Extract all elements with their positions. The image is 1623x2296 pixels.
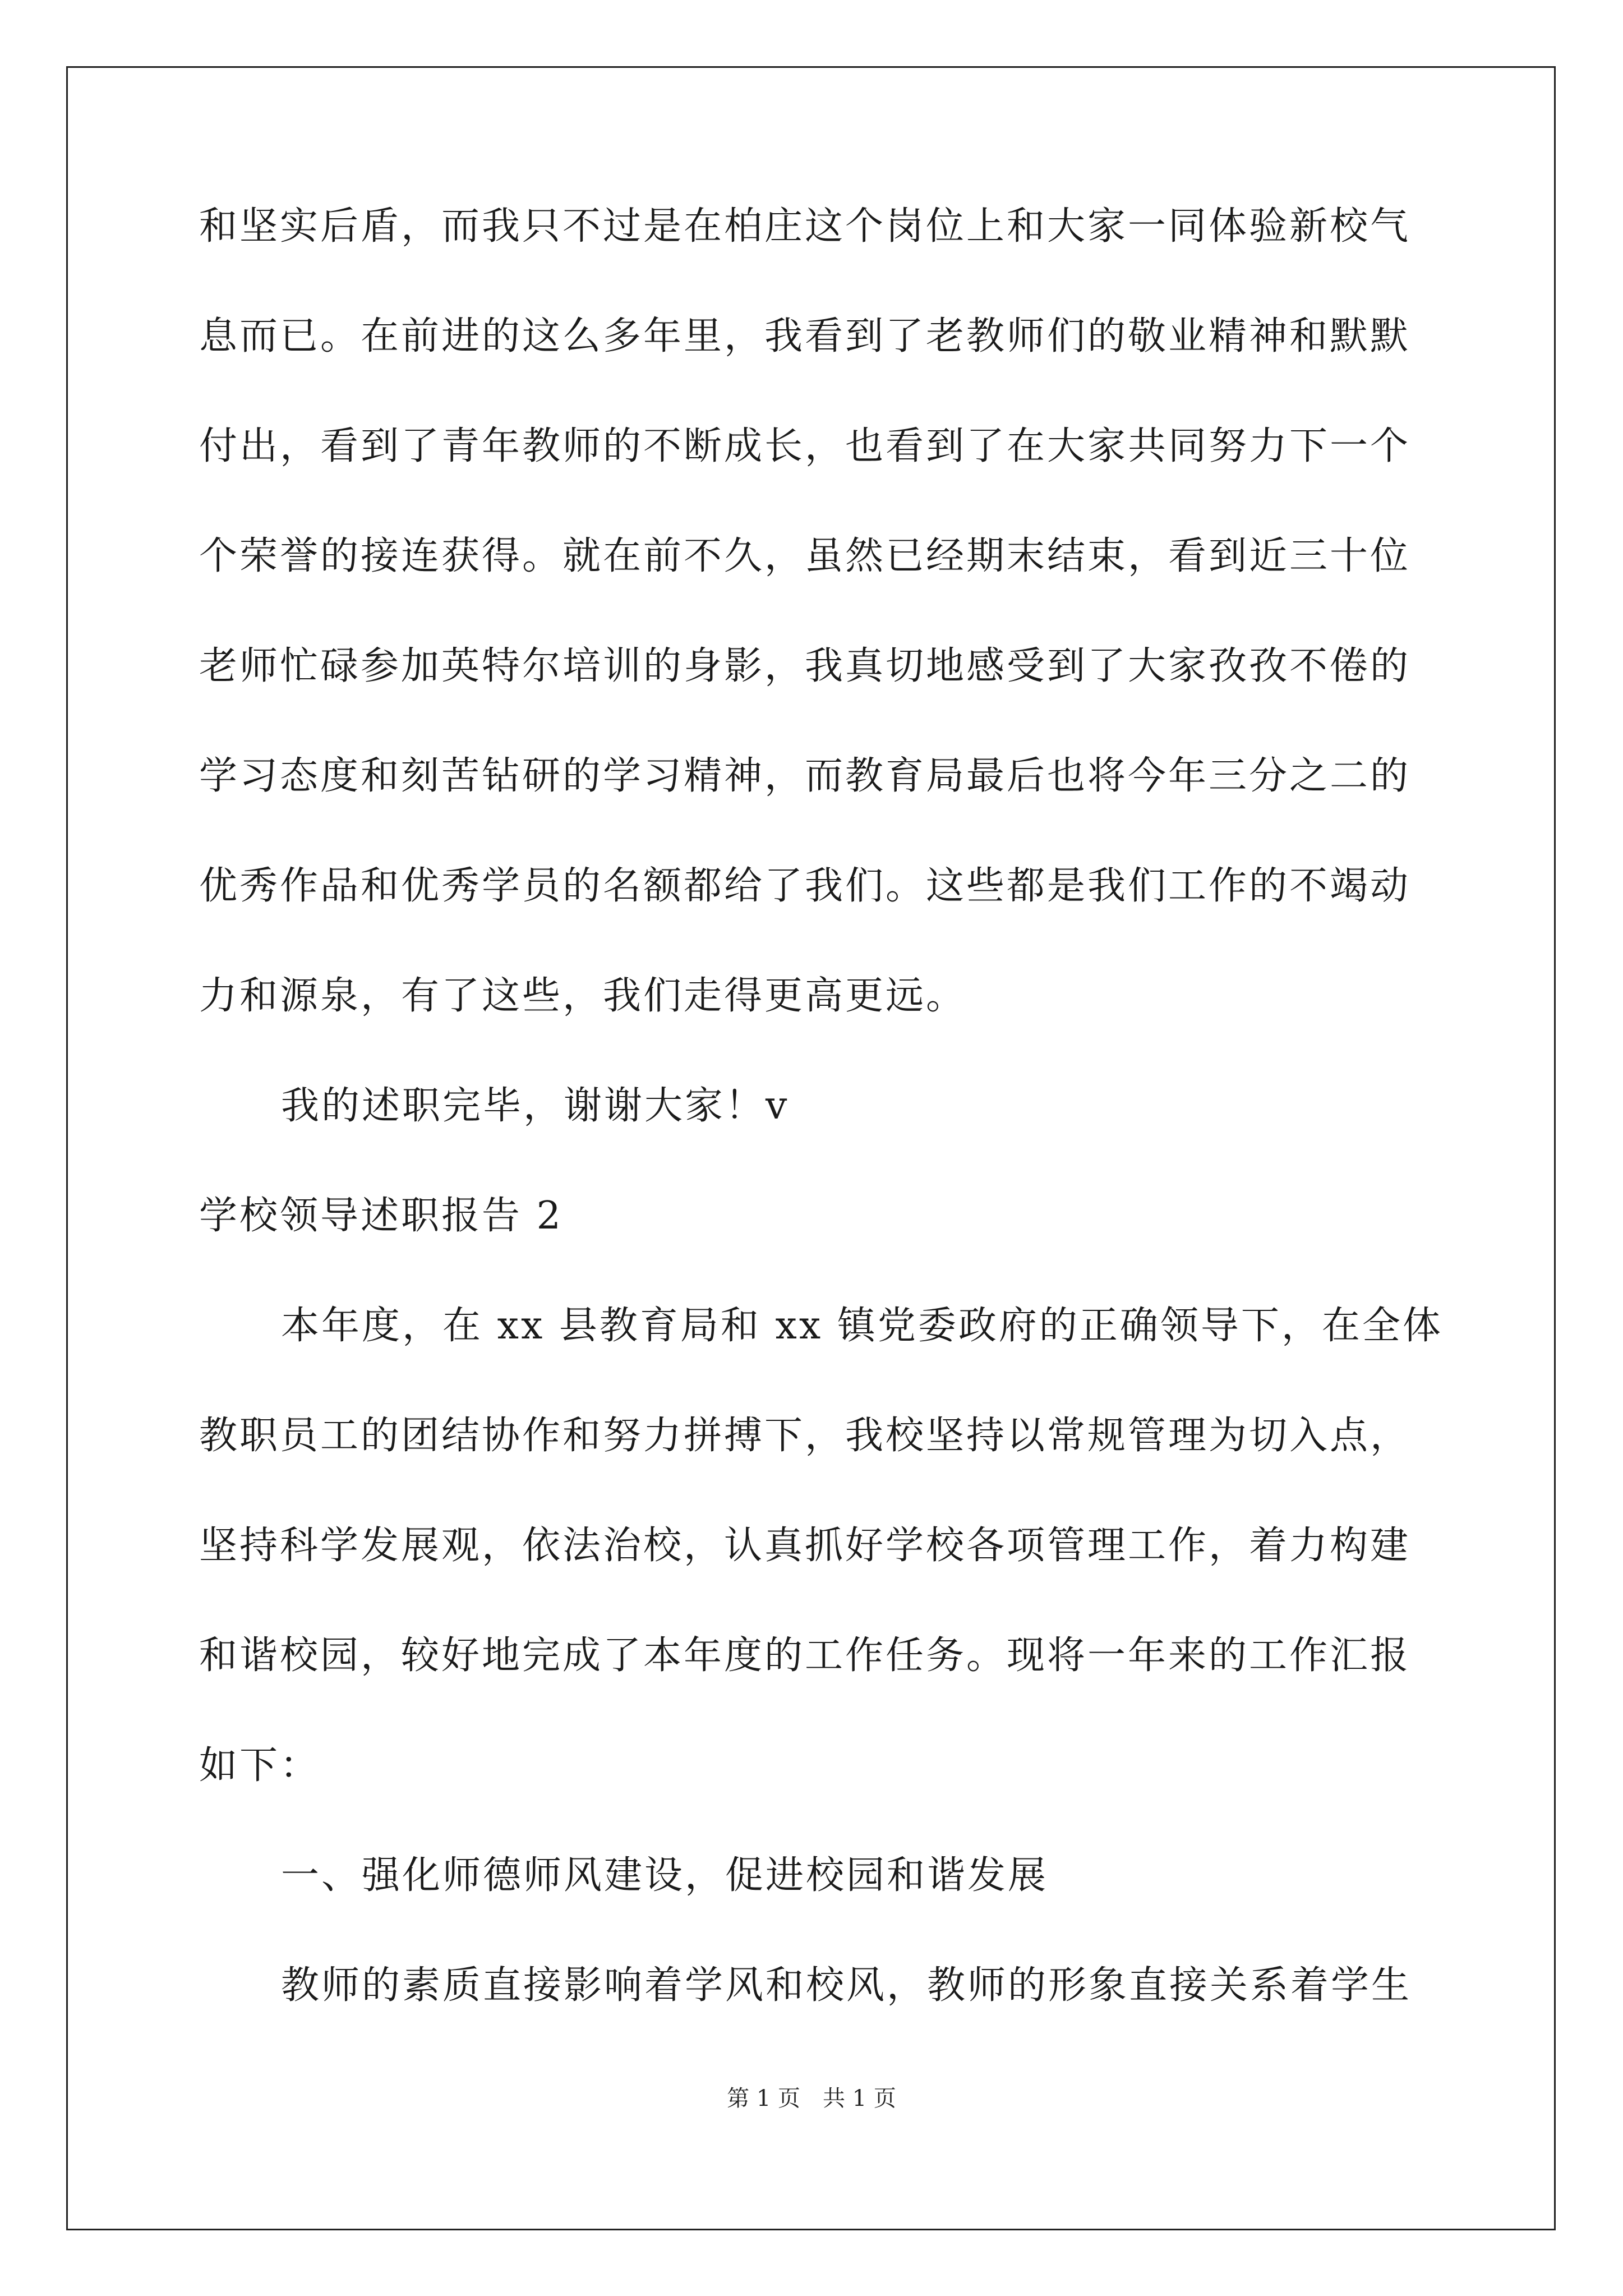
paragraph-line: 如下： xyxy=(199,1743,321,1788)
paragraph-line: 息而已。在前进的这么多年里，我看到了老教师们的敬业精神和默默 xyxy=(199,314,1411,358)
closing-line: 我的述职完毕，谢谢大家！v xyxy=(281,1084,790,1128)
paragraph-line: 教职员工的团结协作和努力拼搏下，我校坚持以常规管理为切入点， xyxy=(199,1414,1411,1458)
paragraph-line: 和坚实后盾，而我只不过是在柏庄这个岗位上和大家一同体验新校气 xyxy=(199,204,1411,249)
subsection-heading: 一、强化师德师风建设，促进校园和谐发展 xyxy=(281,1853,1049,1898)
paragraph-line: 优秀作品和优秀学员的名额都给了我们。这些都是我们工作的不竭动 xyxy=(199,864,1411,908)
paragraph-line: 本年度，在 xx 县教育局和 xx 镇党委政府的正确领导下，在全体 xyxy=(281,1304,1443,1348)
page-border xyxy=(66,66,1556,2230)
paragraph-line: 力和源泉，有了这些，我们走得更高更远。 xyxy=(199,974,967,1018)
page-footer: 第 1 页 共 1 页 xyxy=(727,2086,896,2111)
paragraph-line: 坚持科学发展观，依法治校，认真抓好学校各项管理工作，着力构建 xyxy=(199,1524,1411,1568)
paragraph-line: 和谐校园，较好地完成了本年度的工作任务。现将一年来的工作汇报 xyxy=(199,1634,1411,1678)
paragraph-line: 个荣誉的接连获得。就在前不久，虽然已经期末结束，看到近三十位 xyxy=(199,534,1411,578)
paragraph-line: 老师忙碌参加英特尔培训的身影，我真切地感受到了大家孜孜不倦的 xyxy=(199,644,1411,688)
paragraph-line: 付出，看到了青年教师的不断成长，也看到了在大家共同努力下一个 xyxy=(199,424,1411,468)
paragraph-line: 教师的素质直接影响着学风和校风，教师的形象直接关系着学生 xyxy=(281,1963,1412,2008)
paragraph-line: 学习态度和刻苦钻研的学习精神，而教育局最后也将今年三分之二的 xyxy=(199,754,1411,798)
section-title: 学校领导述职报告 2 xyxy=(199,1194,563,1238)
